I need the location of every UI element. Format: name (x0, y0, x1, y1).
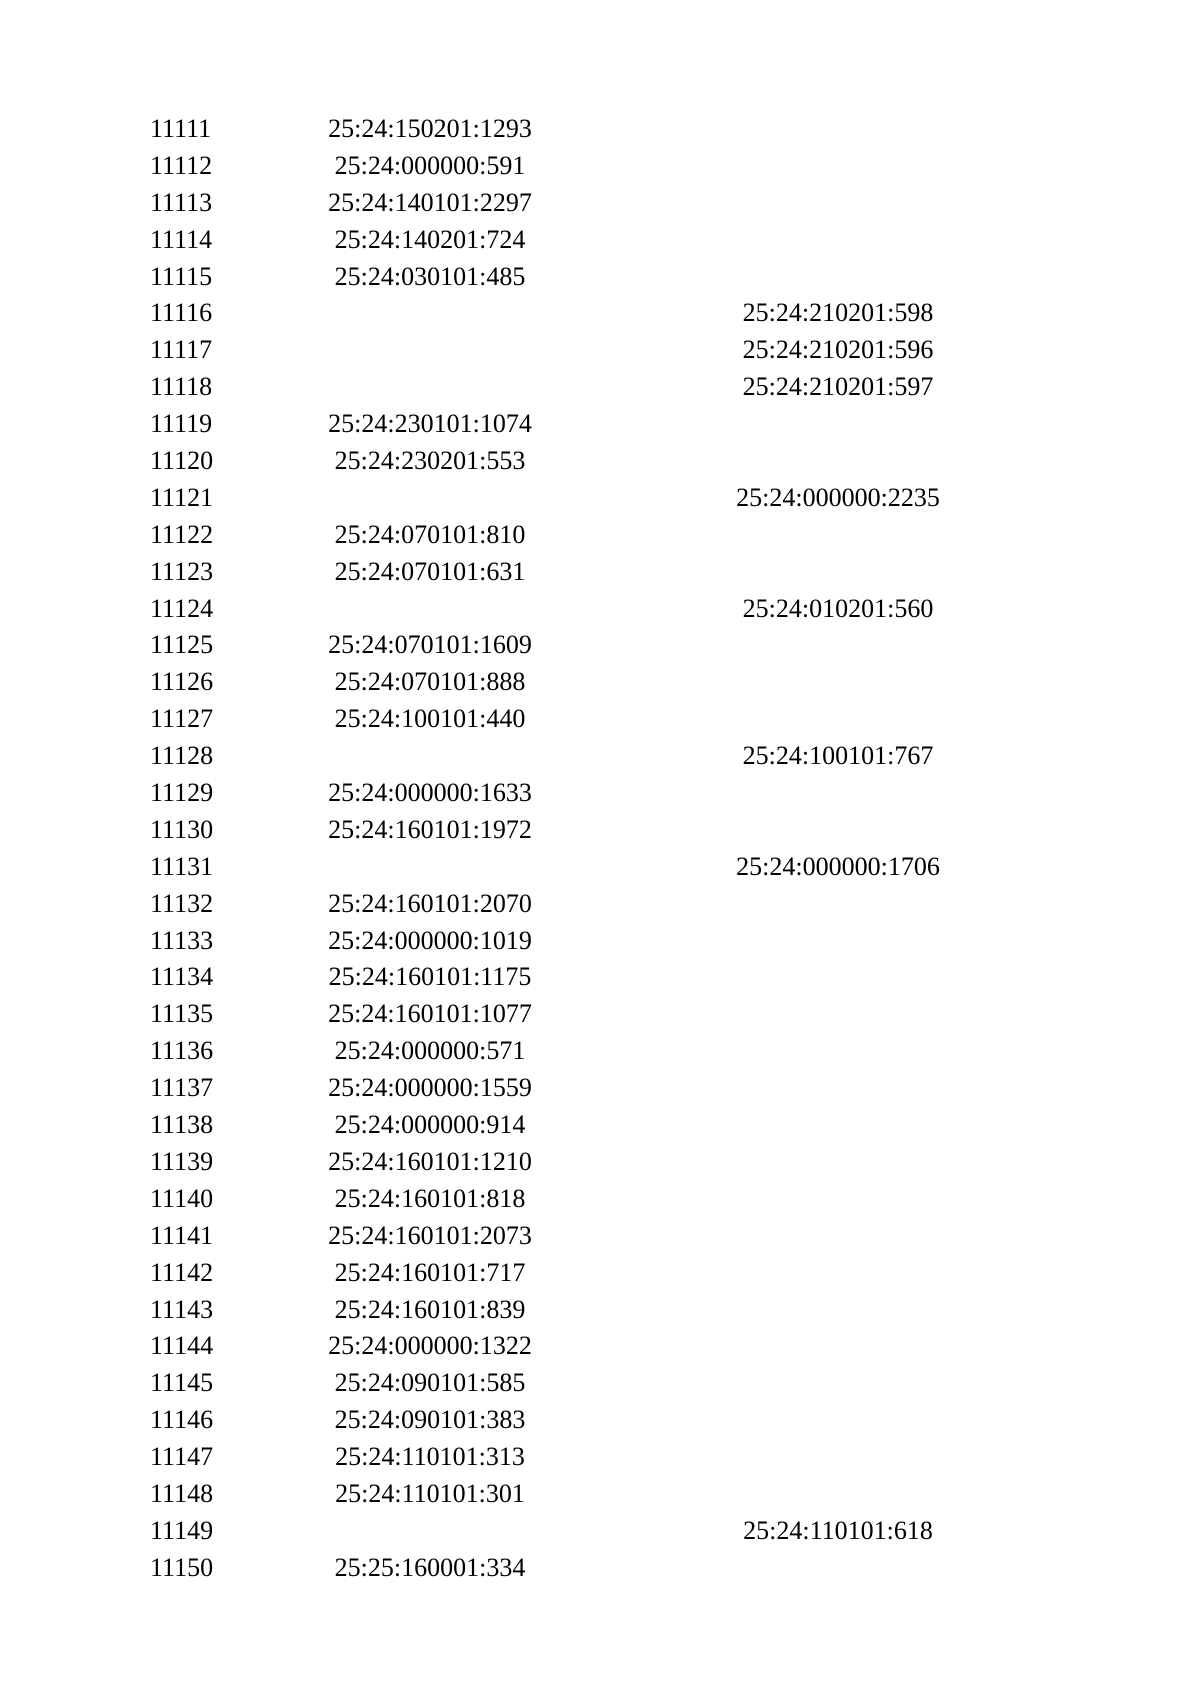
table-row (0, 959, 1200, 996)
row-number: 11138 (150, 1110, 214, 1140)
cadastral-number-table (0, 111, 1200, 1587)
row-number: 11143 (150, 1294, 214, 1324)
cell-text: 25:24:090101:383 (334, 1405, 526, 1435)
row-number: 11136 (150, 1036, 214, 1066)
row-number: 11141 (150, 1220, 214, 1250)
table-row (0, 332, 1200, 369)
table-row (0, 1107, 1200, 1144)
cell-text: 25:24:230201:553 (334, 446, 526, 476)
row-number: 11125 (150, 630, 214, 660)
row-number: 11116 (150, 298, 213, 328)
table-row (0, 1439, 1200, 1476)
row-number: 11146 (150, 1405, 214, 1435)
cell-text: 25:24:000000:1706 (736, 851, 940, 881)
cell-text: 25:24:210201:598 (742, 298, 934, 328)
table-row (0, 517, 1200, 554)
cell-text: 25:24:030101:485 (334, 261, 526, 291)
cell-text: 25:24:210201:596 (742, 335, 934, 365)
row-number: 11132 (150, 888, 214, 918)
row-number: 11150 (150, 1552, 214, 1582)
table-row (0, 1476, 1200, 1513)
table-row (0, 1402, 1200, 1439)
cell-text: 25:24:160101:2073 (328, 1220, 532, 1250)
table-row (0, 701, 1200, 738)
row-number: 11139 (150, 1146, 214, 1176)
cell-text: 25:24:070101:810 (334, 519, 526, 549)
row-number: 11130 (150, 814, 214, 844)
cell-text: 25:24:000000:1322 (328, 1331, 532, 1361)
cell-text: 25:24:160101:1210 (328, 1146, 532, 1176)
cell-text: 25:24:160101:839 (334, 1294, 526, 1324)
row-number: 11113 (150, 187, 213, 217)
cell-text: 25:24:160101:1972 (328, 814, 532, 844)
cell-text: 25:24:160101:1175 (328, 962, 532, 992)
cell-text: 25:24:070101:631 (334, 556, 526, 586)
row-number: 11118 (150, 372, 213, 402)
cell-text: 25:24:100101:767 (742, 741, 934, 771)
cell-text: 25:24:070101:888 (334, 667, 526, 697)
row-number: 11126 (150, 667, 214, 697)
table-row (0, 738, 1200, 775)
cell-text: 25:25:160001:334 (334, 1552, 526, 1582)
cell-text: 25:24:000000:571 (334, 1036, 526, 1066)
cell-text: 25:24:110101:313 (335, 1442, 525, 1472)
row-number: 11145 (150, 1368, 214, 1398)
cell-text: 25:24:000000:2235 (736, 482, 940, 512)
row-number: 11137 (150, 1073, 214, 1103)
table-row (0, 812, 1200, 849)
row-number: 11149 (150, 1515, 214, 1545)
row-number: 11147 (150, 1442, 214, 1472)
table-row (0, 259, 1200, 296)
table-row (0, 554, 1200, 591)
cell-text: 25:24:230101:1074 (328, 409, 532, 439)
table-row (0, 1070, 1200, 1107)
table-row (0, 627, 1200, 664)
table-row (0, 406, 1200, 443)
table-row (0, 111, 1200, 148)
cell-text: 25:24:000000:591 (334, 150, 526, 180)
cell-text: 25:24:000000:1019 (328, 925, 532, 955)
row-number: 11128 (150, 741, 214, 771)
table-row (0, 1033, 1200, 1070)
table-row (0, 443, 1200, 480)
cell-text: 25:24:010201:560 (742, 593, 934, 623)
row-number: 11123 (150, 556, 214, 586)
cell-text: 25:24:000000:1633 (328, 778, 532, 808)
cell-text: 25:24:140101:2297 (328, 187, 532, 217)
row-number: 11119 (150, 409, 213, 439)
row-number: 11144 (150, 1331, 214, 1361)
table-row (0, 148, 1200, 185)
cell-text: 25:24:000000:1559 (328, 1073, 532, 1103)
table-row (0, 1181, 1200, 1218)
row-number: 11140 (150, 1183, 214, 1213)
cell-text: 25:24:110101:618 (743, 1515, 933, 1545)
table-row (0, 1513, 1200, 1550)
table-row (0, 591, 1200, 628)
row-number: 11127 (150, 704, 214, 734)
table-row (0, 222, 1200, 259)
cell-text: 25:24:160101:818 (334, 1183, 526, 1213)
row-number: 11112 (150, 150, 213, 180)
row-number: 11129 (150, 778, 214, 808)
row-number: 11114 (150, 224, 213, 254)
table-row (0, 664, 1200, 701)
table-row (0, 1328, 1200, 1365)
row-number: 11135 (150, 999, 214, 1029)
table-row (0, 1144, 1200, 1181)
table-row (0, 1218, 1200, 1255)
cell-text: 25:24:160101:2070 (328, 888, 532, 918)
row-number: 11134 (150, 962, 214, 992)
table-row (0, 923, 1200, 960)
table-row (0, 996, 1200, 1033)
row-number: 11121 (150, 482, 214, 512)
row-number: 11120 (150, 446, 214, 476)
table-row (0, 775, 1200, 812)
row-number: 11131 (150, 851, 214, 881)
table-row (0, 1550, 1200, 1587)
table-row (0, 185, 1200, 222)
cell-text: 25:24:150201:1293 (328, 114, 532, 143)
table-row (0, 295, 1200, 332)
row-number: 11117 (150, 335, 213, 365)
table-row (0, 886, 1200, 923)
cell-text: 25:24:070101:1609 (328, 630, 532, 660)
cell-text: 25:24:160101:1077 (328, 999, 532, 1029)
row-number: 11124 (150, 593, 214, 623)
cell-text: 25:24:090101:585 (334, 1368, 526, 1398)
table-row (0, 1365, 1200, 1402)
row-number: 11133 (150, 925, 214, 955)
cell-text: 25:24:140201:724 (334, 224, 526, 254)
table-row (0, 849, 1200, 886)
cell-text: 25:24:110101:301 (335, 1478, 525, 1508)
row-number: 11142 (150, 1257, 214, 1287)
cell-text: 25:24:100101:440 (334, 704, 526, 734)
row-number: 11148 (150, 1478, 214, 1508)
table-row (0, 480, 1200, 517)
table-row (0, 1255, 1200, 1292)
cell-text: 25:24:160101:717 (334, 1257, 526, 1287)
row-number: 11111 (150, 114, 212, 143)
table-row (0, 369, 1200, 406)
row-number: 11115 (150, 261, 213, 291)
cell-text: 25:24:000000:914 (334, 1110, 526, 1140)
cell-text: 25:24:210201:597 (742, 372, 934, 402)
row-number: 11122 (150, 519, 214, 549)
table-row (0, 1292, 1200, 1329)
